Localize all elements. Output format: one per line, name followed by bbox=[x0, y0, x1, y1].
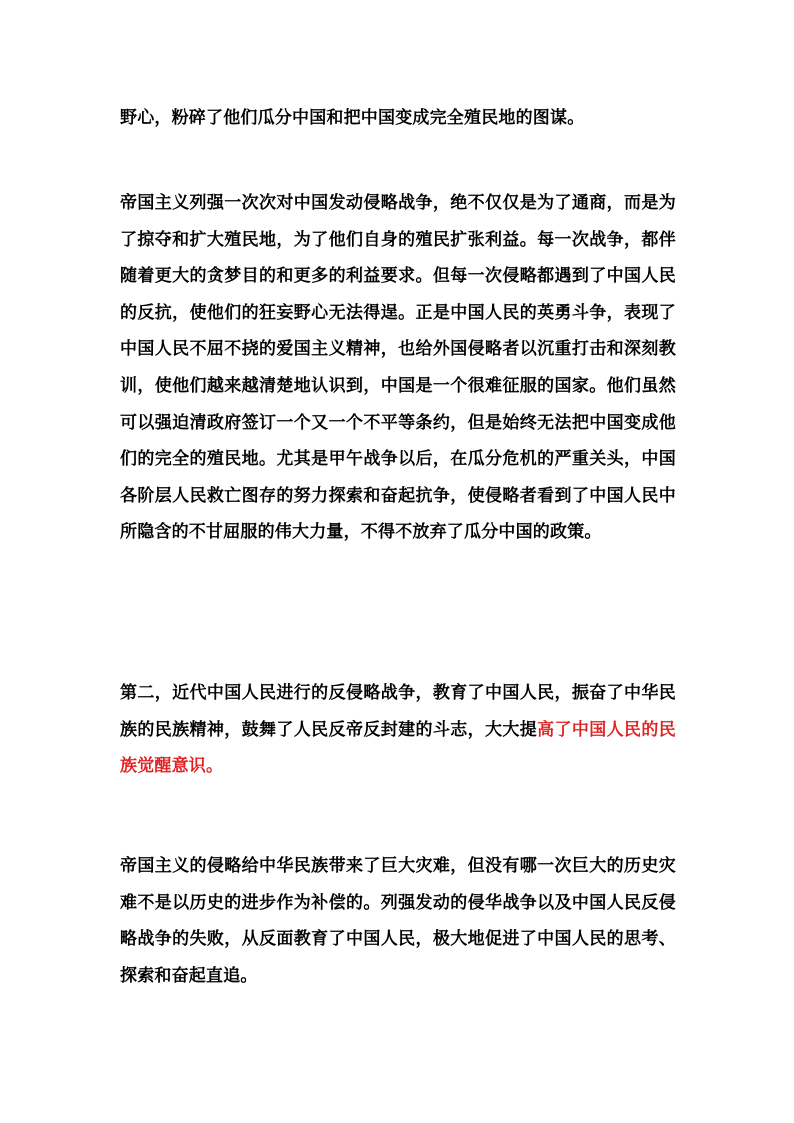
paragraph-3 bbox=[120, 675, 676, 785]
paragraph-3-main-text: 第二，近代中国人民进行的反侵略战争，教育了中国人民，振奋了中华民族的民族精神，鼓舞了人民反帝反封建的斗志，大大提 bbox=[120, 683, 676, 740]
paragraph-2: 帝国主义列强一次次对中国发动侵略战争，绝不仅仅是为了通商，而是为了掠夺和扩大殖民地，为了他们自身的殖民扩张利益。每一次战争，都伴随着更大的贪梦目的和更多的利益要求。但每一次侵略都遇到了中国人民的反抗，使他们的狂妄野心无法得逞。正是中国人民的英勇斗争，表现了中国人民不屈不挠的爱国主义精神，也给外国侵略者以沉重打击和深刻教训，使他们越来越清楚地认识到，中国是一个很难征服的国家。他们虽然可以强迫清政府签订一个又一个不平等条约，但是始终无法把中国变成他们的完全的殖民地。尤其是甲午战争以后，在瓜分危机的严重关头，中国各阶层人民救亡图存的努力探索和奋起抗争，使侵略者看到了中国人民中所隐含的不甘屈服的伟大力量，不得不放弃了瓜分中国的政策。 bbox=[120, 193, 676, 543]
paragraph-4: 帝国主义的侵略给中华民族带来了巨大灾难，但没有哪一次巨大的历史灾难不是以历史的进步作为补偿的。列强发动的侵华战争以及中国人民反侵略战争的失败，从反面教育了中国人民，极大地促进了中国人民的思考、探索和奋起直追。 bbox=[120, 856, 676, 986]
paragraph-1: 野心，粉碎了他们瓜分中国和把中国变成完全殖民地的图谋。 bbox=[120, 108, 585, 128]
paragraph-3-highlighted-text: 高了中国人民的民族觉醒意识。 bbox=[120, 719, 676, 777]
